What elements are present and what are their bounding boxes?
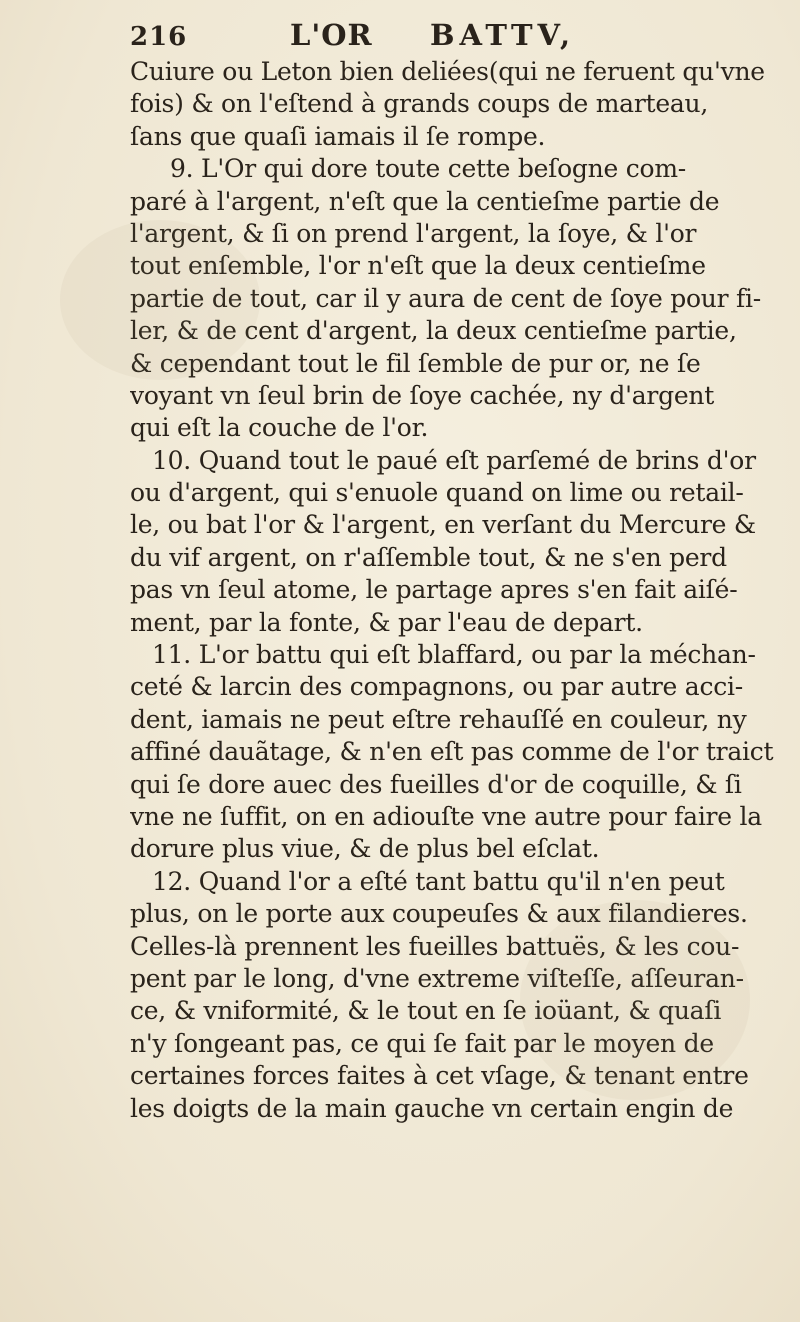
text-line: affiné dauãtage, & n'en eſt pas comme de l'or traict bbox=[130, 737, 774, 767]
text-line: ce, & vniformité, & le tout en ſe ioüant, & quaſi bbox=[130, 996, 722, 1026]
text-line: le, ou bat l'or & l'argent, en verſant du Mercure & bbox=[130, 510, 756, 540]
text-line: dent, iamais ne peut eſtre rehauſſé en couleur, ny bbox=[130, 704, 747, 734]
text-line: pent par le long, d'vne extreme viſteſſe, aſſeuran- bbox=[130, 963, 744, 993]
text-line: ſans que quaſi iamais il ſe rompe. bbox=[130, 121, 546, 151]
text-line: pas vn ſeul atome, le partage apres s'en fait aiſé- bbox=[130, 575, 738, 605]
text-line: ou d'argent, qui s'enuole quand on lime ou retail- bbox=[130, 478, 744, 508]
paragraph-10-start: 10. Quand tout le paué eſt parſemé de brins d'or bbox=[152, 445, 756, 475]
text-line: les doigts de la main gauche vn certain engin de bbox=[130, 1093, 734, 1123]
text-line: qui ſe dore auec des fueilles d'or de coquille, & ſi bbox=[130, 769, 742, 799]
text-line: du vif argent, on r'aſſemble tout, & ne s'en perd bbox=[130, 542, 727, 572]
page-number: 216 bbox=[130, 22, 188, 52]
text-line: vne ne ſuffit, on en adiouſte vne autre pour faire la bbox=[130, 801, 762, 831]
running-head-subtitle: BATTV, bbox=[430, 18, 576, 52]
body-text bbox=[130, 56, 790, 1125]
text-line: certaines forces faites à cet vſage, & tenant entre bbox=[130, 1061, 749, 1091]
running-head-title: L'OR bbox=[290, 18, 373, 52]
text-line: paré à l'argent, n'eſt que la centieſme partie de bbox=[130, 186, 720, 216]
text-line: Celles-là prennent les fueilles battuës, & les cou- bbox=[130, 931, 740, 961]
text-line: n'y ſongeant pas, ce qui ſe fait par le moyen de bbox=[130, 1028, 714, 1058]
text-line: l'argent, & ſi on prend l'argent, la ſoye, & l'or bbox=[130, 218, 697, 248]
text-line: & cependant tout le fil ſemble de pur or, ne ſe bbox=[130, 348, 701, 378]
paragraph-11-start: 11. L'or battu qui eſt blaffard, ou par la méchan- bbox=[152, 640, 756, 670]
text-line: tout enſemble, l'or n'eſt que la deux centieſme bbox=[130, 251, 706, 281]
text-line: voyant vn ſeul brin de ſoye cachée, ny d'argent bbox=[130, 380, 715, 410]
text-line: fois) & on l'eſtend à grands coups de marteau, bbox=[130, 89, 709, 119]
paragraph-9-start: 9. L'Or qui dore toute cette beſogne com- bbox=[170, 154, 686, 184]
text-line: ler, & de cent d'argent, la deux centieſme partie, bbox=[130, 316, 737, 346]
text-line: Cuiure ou Leton bien deliées(qui ne feruent qu'vne bbox=[130, 57, 765, 86]
text-line: dorure plus viue, & de plus bel eſclat. bbox=[130, 834, 600, 864]
text-line: ment, par la fonte, & par l'eau de depart. bbox=[130, 607, 643, 637]
text-line: plus, on le porte aux coupeuſes & aux filandieres. bbox=[130, 899, 748, 929]
text-line: qui eſt la couche de l'or. bbox=[130, 413, 429, 443]
text-line: partie de tout, car il y aura de cent de ſoye pour fi- bbox=[130, 283, 761, 313]
text-line: ceté & larcin des compagnons, ou par autre acci- bbox=[130, 672, 743, 702]
paragraph-12-start: 12. Quand l'or a eſté tant battu qu'il n'en peut bbox=[152, 866, 725, 896]
running-head bbox=[130, 18, 790, 52]
